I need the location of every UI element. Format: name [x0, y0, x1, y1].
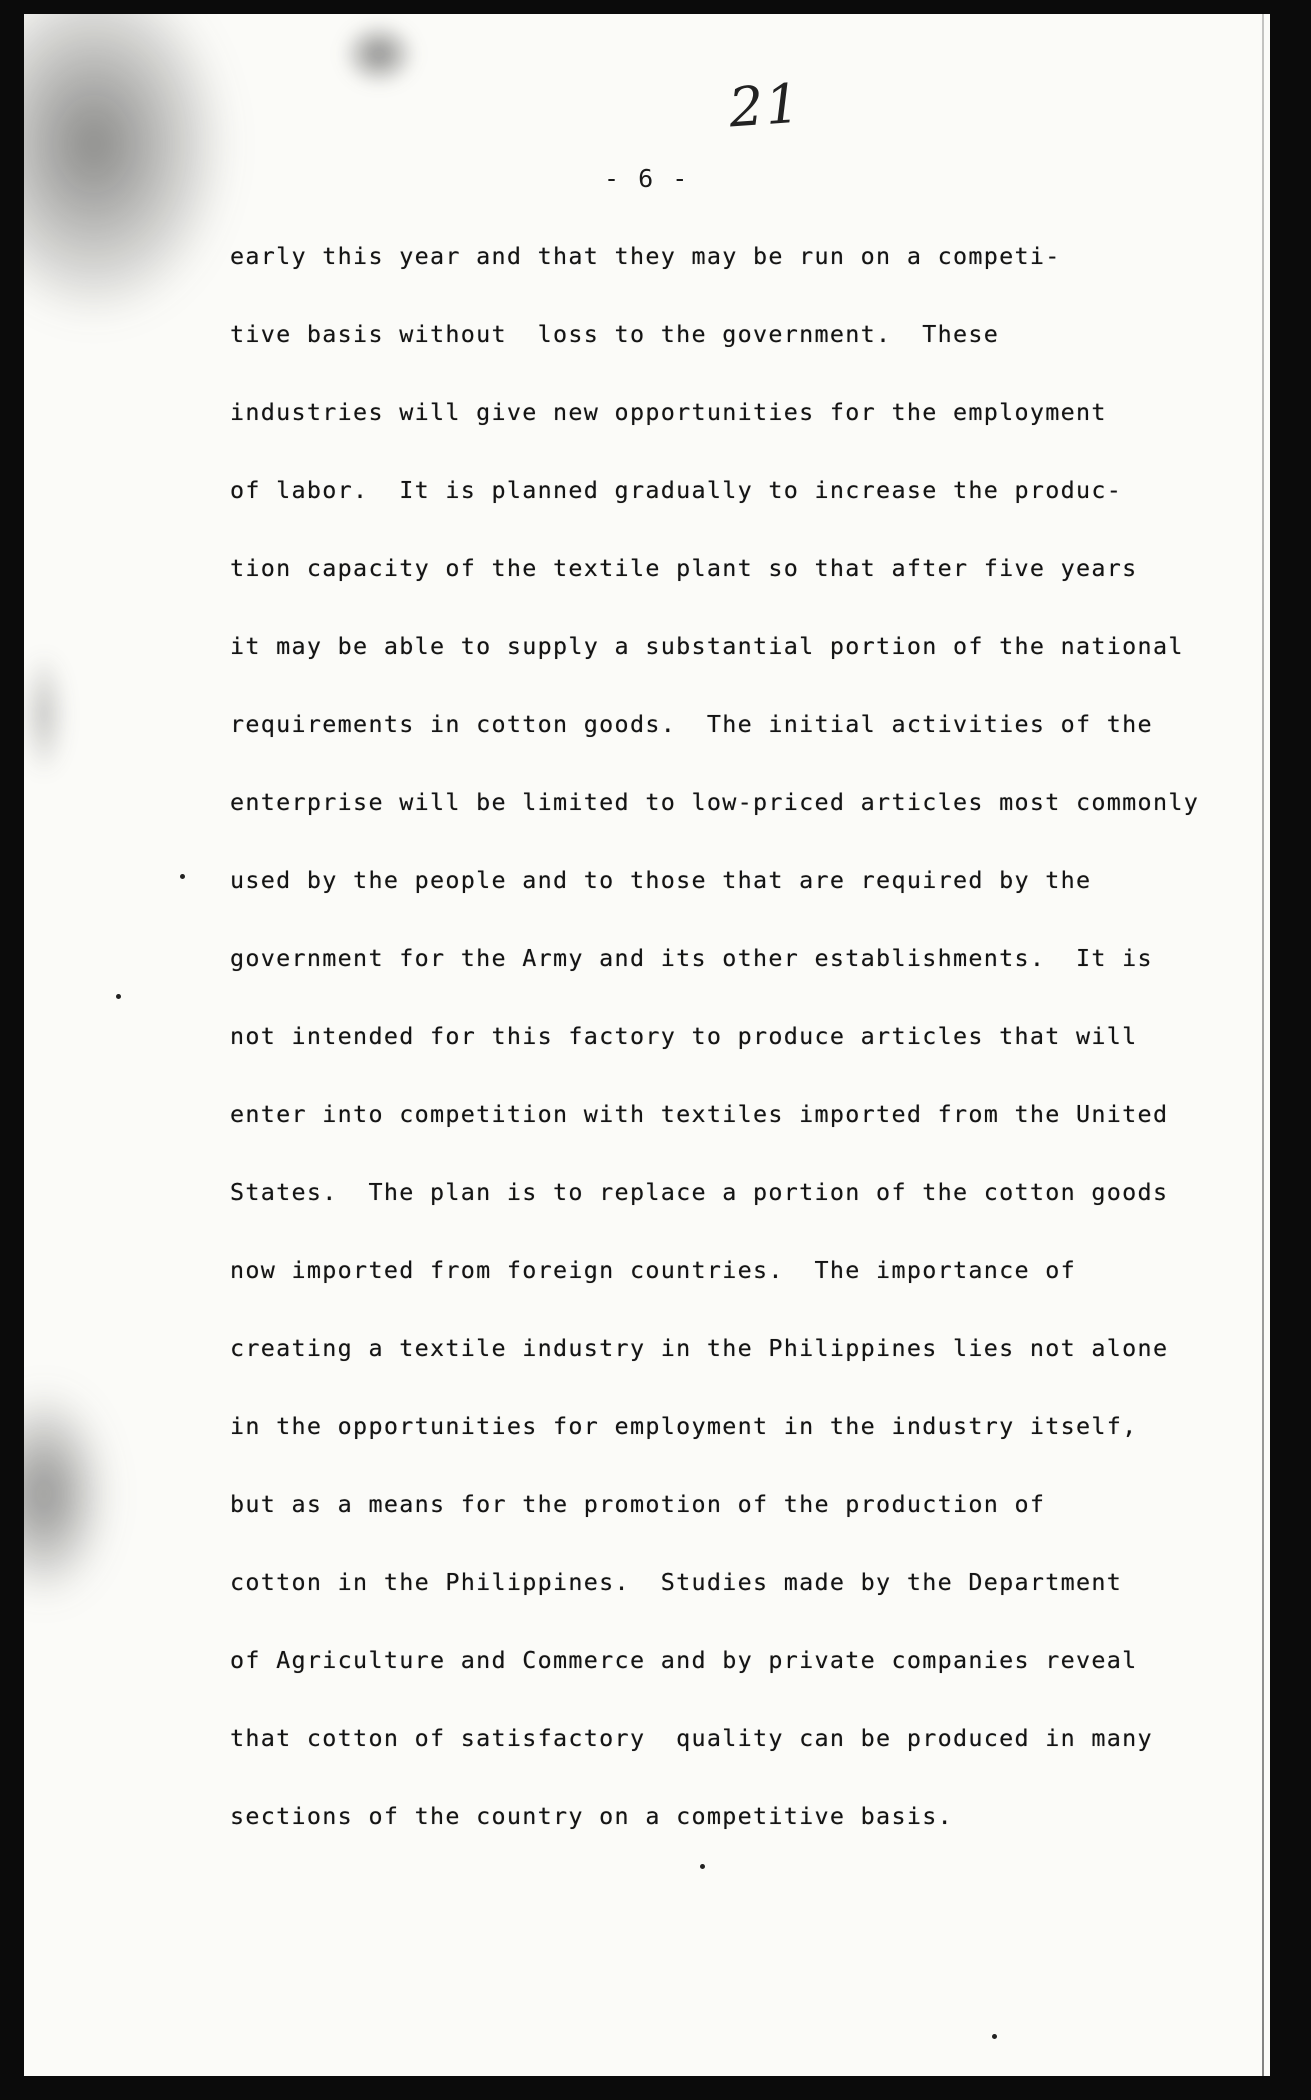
text-line: of Agriculture and Commerce and by private companies reveal: [230, 1646, 1138, 1674]
text-line: but as a means for the promotion of the production of: [230, 1490, 1046, 1518]
text-line: now imported from foreign countries. The importance of: [230, 1256, 1077, 1284]
scan-smudge: [24, 1394, 104, 1594]
page-number: - 6 -: [604, 164, 690, 193]
text-line: States. The plan is to replace a portion of the cotton goods: [230, 1178, 1169, 1206]
text-line: not intended for this factory to produce articles that will: [230, 1022, 1138, 1050]
scan-smudge: [24, 654, 64, 774]
text-line: of labor. It is planned gradually to increase the produc-: [230, 476, 1123, 504]
text-line: in the opportunities for employment in the industry itself,: [230, 1412, 1138, 1440]
text-line: used by the people and to those that are required by the: [230, 866, 1092, 894]
text-line: creating a textile industry in the Philippines lies not alone: [230, 1334, 1169, 1362]
scan-speck: [180, 874, 185, 879]
text-line: tive basis without loss to the government. These: [230, 320, 1000, 348]
text-line: requirements in cotton goods. The initial activities of the: [230, 710, 1153, 738]
text-line: sections of the country on a competitive basis.: [230, 1802, 953, 1830]
scan-smudge: [344, 24, 414, 84]
text-line: enter into competition with textiles imported from the United: [230, 1100, 1169, 1128]
typed-paragraph: [230, 236, 1250, 1874]
text-line: cotton in the Philippines. Studies made by the Department: [230, 1568, 1123, 1596]
text-line: industries will give new opportunities for the employment: [230, 398, 1107, 426]
text-line: enterprise will be limited to low-priced articles most commonly: [230, 788, 1200, 816]
text-line: it may be able to supply a substantial portion of the national: [230, 632, 1184, 660]
page-edge-rule: [1262, 14, 1264, 2076]
handwritten-folio-number: 21: [726, 71, 804, 140]
scan-speck: [992, 2034, 997, 2039]
scan-smudge: [24, 14, 224, 314]
document-page: [24, 14, 1270, 2076]
scan-speck: [116, 994, 121, 999]
text-line: that cotton of satisfactory quality can be produced in many: [230, 1724, 1153, 1752]
text-line: early this year and that they may be run on a competi-: [230, 242, 1061, 270]
text-line: government for the Army and its other establishments. It is: [230, 944, 1153, 972]
text-line: tion capacity of the textile plant so that after five years: [230, 554, 1138, 582]
